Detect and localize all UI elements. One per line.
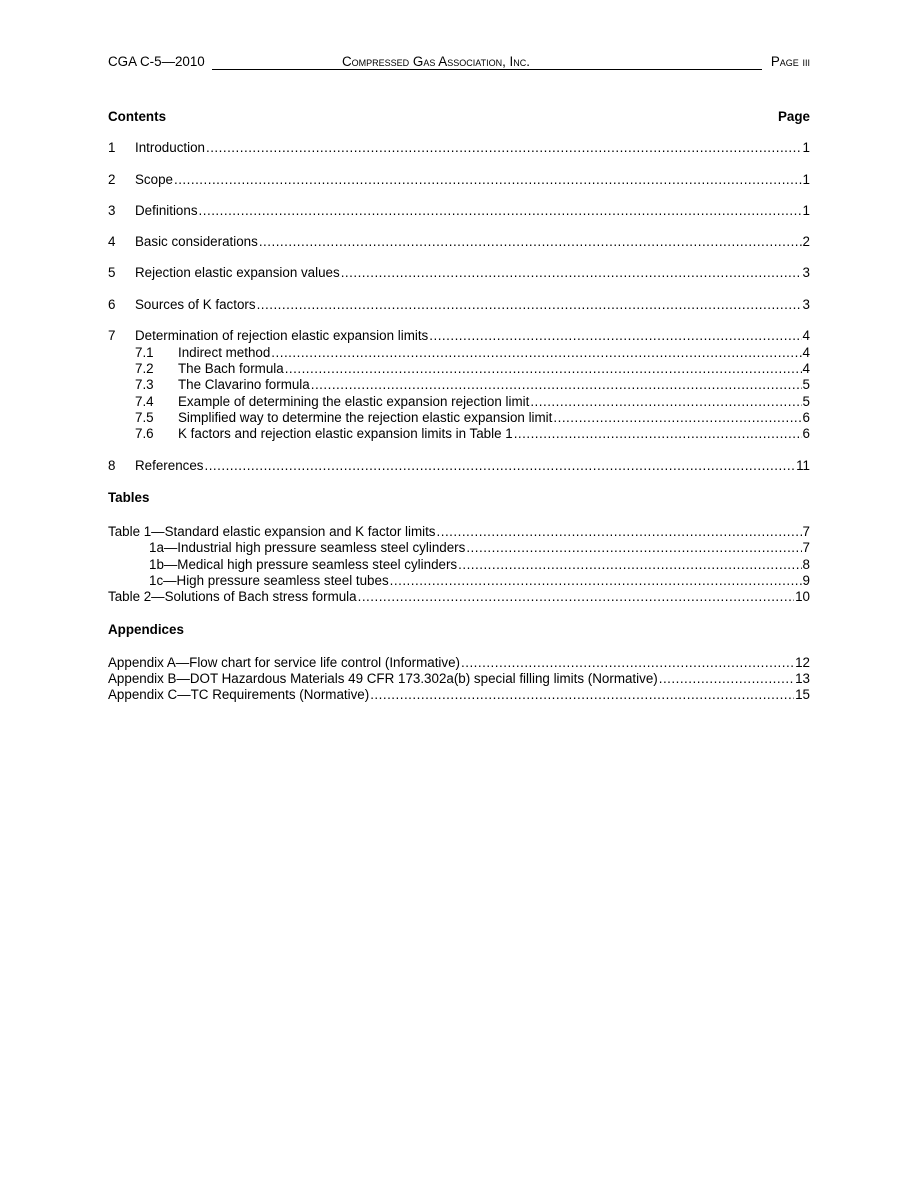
toc-number: 7.3: [135, 377, 154, 392]
toc-title: Basic considerations: [135, 234, 258, 249]
toc-leader: [341, 265, 802, 281]
toc-number: 4: [108, 234, 116, 249]
page-column-label: Page: [777, 109, 810, 124]
table-entry-1b[interactable]: [149, 557, 810, 573]
toc-number: 1: [108, 140, 116, 155]
toc-page: 1: [802, 140, 810, 155]
toc-page: 4: [802, 345, 810, 360]
toc-page: 3: [802, 265, 810, 280]
table-page: 8: [802, 557, 810, 572]
toc-leader: [466, 540, 801, 556]
toc-number: 7.1: [135, 345, 154, 360]
toc-number: 7.6: [135, 426, 154, 441]
toc-number: 6: [108, 297, 116, 312]
toc-page: 4: [802, 328, 810, 343]
toc-entry-4[interactable]: [108, 234, 810, 250]
page-number: Page iii: [770, 54, 810, 69]
table-title: Table 1—Standard elastic expansion and K factor limits: [108, 524, 436, 539]
table-title: 1b—Medical high pressure seamless steel cylinders: [149, 557, 458, 572]
toc-page: 4: [802, 361, 810, 376]
toc-leader: [174, 172, 802, 188]
tables-heading-row: [108, 490, 810, 506]
appendices-heading: Appendices: [108, 622, 184, 637]
toc-page: 5: [802, 394, 810, 409]
toc-page: 11: [796, 458, 810, 473]
toc-leader: [437, 524, 802, 540]
toc-entry-7[interactable]: [108, 328, 810, 344]
contents-heading: Contents: [108, 109, 167, 124]
toc-number: 7.2: [135, 361, 154, 376]
toc-page: 6: [802, 410, 810, 425]
toc-entry-7-3[interactable]: [135, 377, 810, 393]
toc-number: 7: [108, 328, 116, 343]
appendix-entry-b[interactable]: [108, 671, 810, 687]
toc-entry-3[interactable]: [108, 203, 810, 219]
appendix-entry-c[interactable]: [108, 687, 810, 703]
toc-entry-8[interactable]: [108, 458, 810, 474]
toc-title: Example of determining the elastic expansion rejection limit: [178, 394, 530, 409]
toc-leader: [659, 671, 794, 687]
toc-page: 5: [802, 377, 810, 392]
tables-heading: Tables: [108, 490, 150, 505]
contents-heading-row: [108, 109, 810, 125]
toc-title: Introduction: [135, 140, 205, 155]
toc-title: K factors and rejection elastic expansion limits in Table 1: [178, 426, 513, 441]
toc-entry-6[interactable]: [108, 297, 810, 313]
toc-entry-5[interactable]: [108, 265, 810, 281]
toc-leader: [311, 377, 802, 393]
toc-entry-7-6[interactable]: [135, 426, 810, 442]
toc-title: The Clavarino formula: [178, 377, 310, 392]
toc-leader: [259, 234, 802, 250]
table-entry-1[interactable]: [108, 524, 810, 540]
appendix-page: 12: [795, 655, 810, 670]
toc-leader: [199, 203, 802, 219]
toc-page: 3: [802, 297, 810, 312]
toc-leader: [271, 345, 801, 361]
toc-leader: [358, 589, 795, 605]
appendix-entry-a[interactable]: [108, 655, 810, 671]
toc-leader: [429, 328, 801, 344]
toc-title: Scope: [135, 172, 173, 187]
toc-title: Rejection elastic expansion values: [135, 265, 340, 280]
table-title: 1c—High pressure seamless steel tubes: [149, 573, 389, 588]
toc-title: References: [135, 458, 204, 473]
toc-title: The Bach formula: [178, 361, 284, 376]
toc-leader: [370, 687, 794, 703]
toc-leader: [553, 410, 801, 426]
table-entry-1c[interactable]: [149, 573, 810, 589]
toc-title: Simplified way to determine the rejection elastic expansion limit: [178, 410, 553, 425]
toc-number: 3: [108, 203, 116, 218]
toc-leader: [285, 361, 802, 377]
organization-name: Compressed Gas Association, Inc.: [342, 54, 530, 69]
appendices-heading-row: [108, 622, 810, 638]
page-header: [108, 54, 810, 70]
document-id: CGA C-5—2010: [108, 54, 205, 69]
toc-entry-7-2[interactable]: [135, 361, 810, 377]
table-page: 7: [802, 524, 810, 539]
toc-entry-7-4[interactable]: [135, 394, 810, 410]
table-entry-2[interactable]: [108, 589, 810, 605]
appendix-title: Appendix C—TC Requirements (Normative): [108, 687, 370, 702]
toc-leader: [206, 140, 802, 156]
appendix-title: Appendix A—Flow chart for service life control (Informative): [108, 655, 461, 670]
table-title: 1a—Industrial high pressure seamless steel cylinders: [149, 540, 466, 555]
toc-leader: [530, 394, 801, 410]
toc-leader: [458, 557, 801, 573]
toc-title: Definitions: [135, 203, 198, 218]
toc-page: 1: [802, 203, 810, 218]
toc-entry-1[interactable]: [108, 140, 810, 156]
toc-leader: [257, 297, 802, 313]
table-title: Table 2—Solutions of Bach stress formula: [108, 589, 357, 604]
table-page: 10: [795, 589, 810, 604]
toc-title: Determination of rejection elastic expansion limits: [135, 328, 429, 343]
toc-title: Indirect method: [178, 345, 271, 360]
toc-page: 1: [802, 172, 810, 187]
appendix-title: Appendix B—DOT Hazardous Materials 49 CFR 173.302a(b) special filling limits (Normative): [108, 671, 658, 686]
toc-leader: [390, 573, 802, 589]
toc-page: 6: [802, 426, 810, 441]
toc-leader: [204, 458, 795, 474]
toc-entry-7-5[interactable]: [135, 410, 810, 426]
table-entry-1a[interactable]: [149, 540, 810, 556]
toc-number: 7.4: [135, 394, 154, 409]
toc-page: 2: [802, 234, 810, 249]
toc-number: 5: [108, 265, 116, 280]
toc-title: Sources of K factors: [135, 297, 256, 312]
toc-entry-7-1[interactable]: [135, 345, 810, 361]
table-page: 9: [802, 573, 810, 588]
toc-number: 8: [108, 458, 116, 473]
table-page: 7: [802, 540, 810, 555]
toc-entry-2[interactable]: [108, 172, 810, 188]
appendix-page: 13: [795, 671, 810, 686]
appendix-page: 15: [795, 687, 810, 702]
toc-leader: [514, 426, 802, 442]
toc-leader: [461, 655, 794, 671]
toc-number: 7.5: [135, 410, 154, 425]
toc-number: 2: [108, 172, 116, 187]
